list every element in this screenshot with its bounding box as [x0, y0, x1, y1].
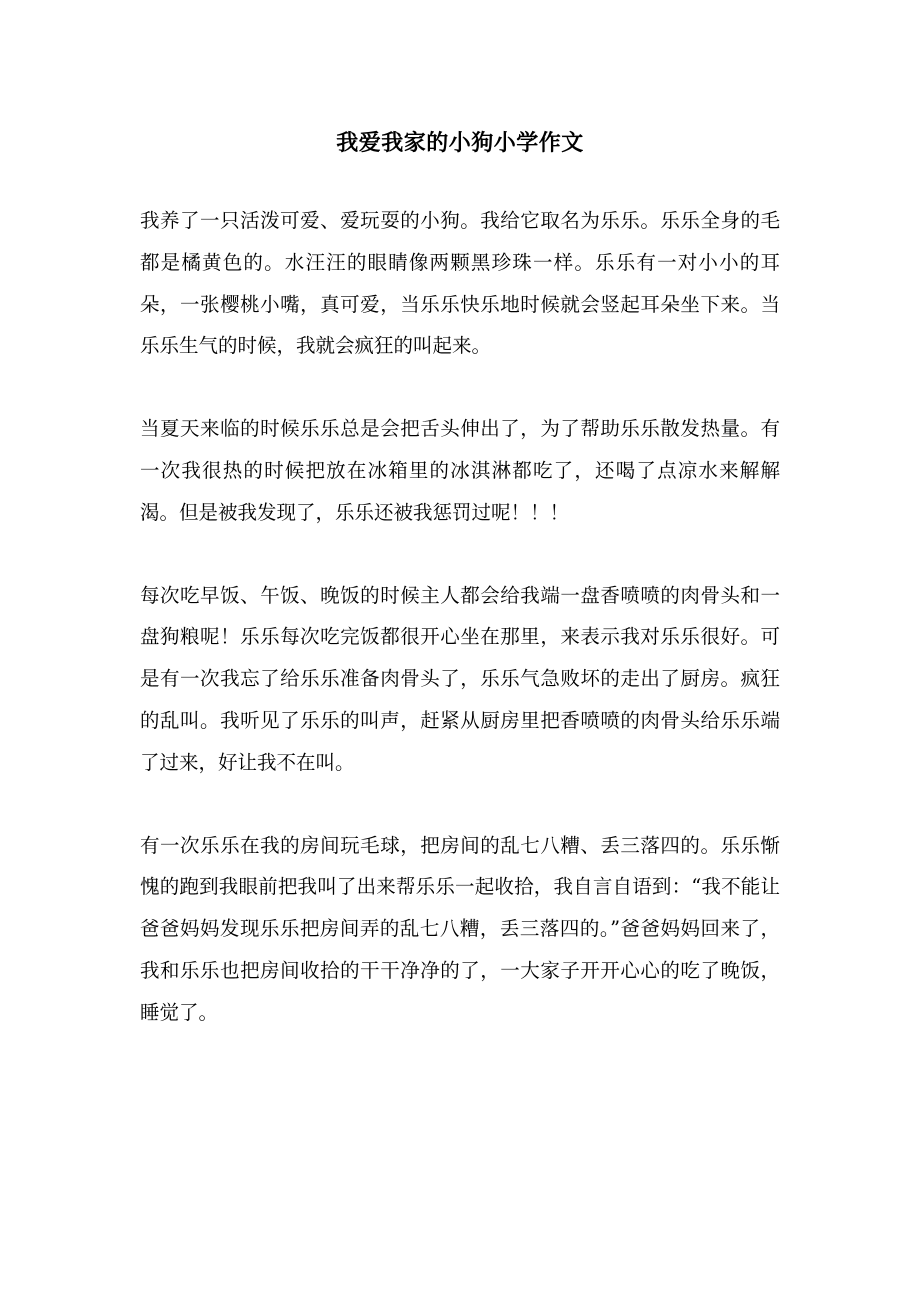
paragraph-2: 当夏天来临的时候乐乐总是会把舌头伸出了，为了帮助乐乐散发热量。有一次我很热的时候把放在冰箱里的冰淇淋都吃了，还喝了点凉水来解解渴。但是被我发现了，乐乐还被我惩罚过呢！！！: [140, 417, 780, 524]
document-title: 我爱我家的小狗小学作文: [336, 129, 584, 156]
paragraph-3: 每次吃早饭、午饭、晚饭的时候主人都会给我端一盘香喷喷的肉骨头和一盘狗粮呢！乐乐每次吃完饭都很开心坐在那里，来表示我对乐乐很好。可是有一次我忘了给乐乐准备肉骨头了，乐乐气急败坏的走出了厨房。疯狂的乱叫。我听见了乐乐的叫声，赶紧从厨房里把香喷喷的肉骨头给乐乐端了过来，好让我不在叫。: [140, 583, 780, 774]
paragraph-4: 有一次乐乐在我的房间玩毛球，把房间的乱七八糟、丢三落四的。乐乐惭愧的跑到我眼前把我叫了出来帮乐乐一起收拾，我自言自语到：“我不能让爸爸妈妈发现乐乐把房间弄的乱七八糟，丢三落四的。”爸爸妈妈回来了，我和乐乐也把房间收拾的干干净净的了，一大家子开开心心的吃了晚饭，睡觉了。: [140, 833, 780, 1024]
paragraph-1: 我养了一只活泼可爱、爱玩耍的小狗。我给它取名为乐乐。乐乐全身的毛都是橘黄色的。水汪汪的眼睛像两颗黑珍珠一样。乐乐有一对小小的耳朵，一张樱桃小嘴，真可爱，当乐乐快乐地时候就会竖起耳朵坐下来。当乐乐生气的时候，我就会疯狂的叫起来。: [140, 209, 780, 358]
document-body: [140, 200, 780, 1075]
